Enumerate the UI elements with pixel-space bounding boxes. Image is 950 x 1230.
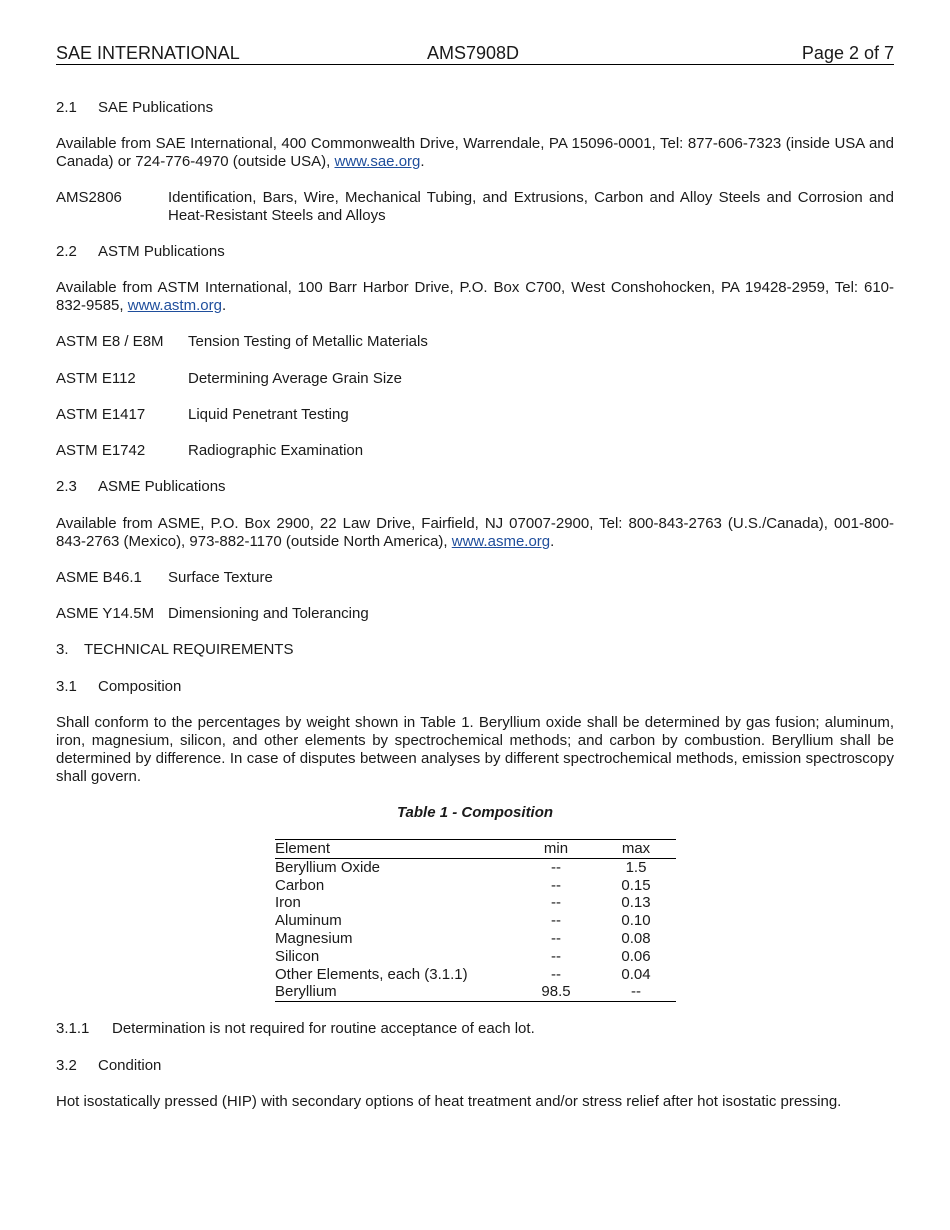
- table-row: [275, 858, 676, 876]
- cell-min: --: [551, 965, 561, 983]
- cell-min: --: [551, 929, 561, 947]
- header-org: SAE INTERNATIONAL: [56, 43, 240, 63]
- cell-element: Beryllium: [275, 983, 337, 1001]
- reference-description: Surface Texture: [168, 569, 273, 586]
- column-header-element: Element: [275, 840, 516, 859]
- cell-max: 0.04: [621, 965, 651, 983]
- cell-min: --: [551, 858, 561, 876]
- cell-element: Iron: [275, 894, 301, 912]
- reference-asme-b46: [56, 569, 894, 587]
- section-2-1-heading: [56, 99, 894, 117]
- availability-text: Available from SAE International, 400 Commonwealth Drive, Warrendale, PA 15096-0001, Tel: 877-606-7323 (inside USA and Canada) or 724-776-4970 (outside USA),: [56, 135, 894, 170]
- table-header-row: [275, 840, 676, 859]
- cell-max: 0.10: [621, 912, 651, 930]
- reference-astm-e8: [56, 333, 894, 351]
- section-number: 3.1.1: [56, 1020, 90, 1037]
- sae-link[interactable]: www.sae.org: [334, 153, 421, 170]
- astm-link[interactable]: www.astm.org: [127, 297, 222, 314]
- table-row: [275, 983, 676, 1001]
- section-number: 3.: [56, 641, 69, 658]
- cell-min: --: [551, 947, 561, 965]
- cell-element: Magnesium: [275, 929, 353, 947]
- cell-element: Beryllium Oxide: [275, 858, 381, 876]
- reference-code: ASME B46.1: [56, 569, 142, 586]
- section-2-1-availability: Available from SAE International, 400 Commonwealth Drive, Warrendale, PA 15096-0001, Tel: 877-606-7323 (inside USA and Canada) or 724-776-4970 (outside USA), www.sae.org.: [56, 135, 894, 170]
- reference-description: Dimensioning and Tolerancing: [168, 605, 369, 622]
- reference-description: Determining Average Grain Size: [188, 370, 402, 387]
- availability-text: Available from ASME, P.O. Box 2900, 22 Law Drive, Fairfield, NJ 07007-2900, Tel: 800-843-2763 (U.S./Canada), 001-800-843-2763 (Mexico), 973-882-1170 (outside North America),: [56, 515, 894, 550]
- section-number: 2.1: [56, 99, 77, 116]
- reference-astm-e1742: [56, 442, 894, 460]
- section-2-3-heading: [56, 478, 894, 496]
- cell-element: Aluminum: [275, 912, 342, 930]
- section-title: Condition: [98, 1057, 162, 1074]
- reference-code: ASTM E112: [56, 370, 136, 387]
- cell-min: --: [551, 894, 561, 912]
- section-title: SAE Publications: [98, 99, 214, 116]
- section-text: Determination is not required for routine acceptance of each lot.: [112, 1020, 535, 1037]
- reference-description: Identification, Bars, Wire, Mechanical Tubing, and Extrusions, Carbon and Alloy Steels and Corrosion and Heat-Resistant Steels and Alloys: [168, 189, 894, 224]
- header-page-number: Page 2 of 7: [801, 43, 894, 63]
- cell-max: 0.13: [621, 894, 651, 912]
- section-3-2-heading: [56, 1057, 894, 1075]
- cell-max: 0.06: [621, 947, 651, 965]
- column-header-min: min: [516, 840, 596, 859]
- asme-link[interactable]: www.asme.org: [451, 533, 551, 550]
- reference-ams2806: [56, 189, 894, 225]
- cell-max: 0.15: [621, 876, 651, 894]
- reference-code: AMS2806: [56, 189, 122, 206]
- table-row: [275, 894, 676, 912]
- section-number: 2.2: [56, 243, 77, 260]
- reference-code: ASME Y14.5M: [56, 605, 155, 622]
- section-2-3-availability: Available from ASME, P.O. Box 2900, 22 Law Drive, Fairfield, NJ 07007-2900, Tel: 800-843-2763 (U.S./Canada), 001-800-843-2763 (Mexico), 973-882-1170 (outside North America), www.asme.org.: [56, 515, 894, 550]
- section-title: Composition: [98, 678, 182, 695]
- reference-description: Radiographic Examination: [188, 442, 364, 459]
- page-header: [56, 43, 894, 65]
- table-row: [275, 912, 676, 930]
- section-number: 2.3: [56, 478, 77, 495]
- section-title: TECHNICAL REQUIREMENTS: [84, 641, 294, 658]
- section-3-1-1: [56, 1020, 894, 1038]
- table-row: [275, 948, 676, 966]
- table-caption: Table 1 - Composition: [396, 804, 554, 821]
- reference-description: Liquid Penetrant Testing: [188, 406, 349, 423]
- header-doc-number: AMS7908D: [427, 43, 520, 63]
- reference-asme-y14: [56, 605, 894, 623]
- table-row: [275, 966, 676, 984]
- cell-element: Carbon: [275, 876, 325, 894]
- cell-max: --: [631, 983, 641, 1001]
- section-title: ASTM Publications: [98, 243, 225, 260]
- reference-code: ASTM E1417: [56, 406, 146, 423]
- availability-text: Available from ASTM International, 100 Barr Harbor Drive, P.O. Box C700, West Conshohocken, PA 19428-2959, Tel: 610-832-9585,: [56, 279, 894, 314]
- section-number: 3.1: [56, 678, 77, 695]
- section-number: 3.2: [56, 1057, 77, 1074]
- reference-description: Tension Testing of Metallic Materials: [188, 333, 428, 350]
- table-row: [275, 877, 676, 895]
- reference-code: ASTM E8 / E8M: [56, 333, 164, 350]
- section-3-2-paragraph: Hot isostatically pressed (HIP) with secondary options of heat treatment and/or stress relief after hot isostatic pressing.: [56, 1093, 842, 1110]
- cell-min: 98.5: [541, 983, 571, 1001]
- section-title: ASME Publications: [98, 478, 226, 495]
- cell-max: 0.08: [621, 929, 651, 947]
- section-3-heading: [56, 641, 894, 659]
- cell-element: Other Elements, each (3.1.1): [275, 965, 468, 983]
- reference-code: ASTM E1742: [56, 442, 146, 459]
- reference-astm-e1417: [56, 406, 894, 424]
- section-3-1-heading: [56, 678, 894, 696]
- reference-astm-e112: [56, 370, 894, 388]
- cell-min: --: [551, 876, 561, 894]
- section-2-2-heading: [56, 243, 894, 261]
- cell-max: 1.5: [625, 858, 647, 876]
- table-row: [275, 930, 676, 948]
- column-header-max: max: [596, 840, 676, 859]
- section-2-2-availability: Available from ASTM International, 100 Barr Harbor Drive, P.O. Box C700, West Conshohocken, PA 19428-2959, Tel: 610-832-9585, www.astm.org.: [56, 279, 894, 314]
- composition-table: [275, 839, 676, 1002]
- cell-min: --: [551, 912, 561, 930]
- cell-element: Silicon: [275, 947, 320, 965]
- section-3-1-paragraph: Shall conform to the percentages by weight shown in Table 1. Beryllium oxide shall be determined by gas fusion; aluminum, iron, magnesium, silicon, and other elements by spectrochemical methods; and carbon by combustion. Beryllium shall be determined by difference. In case of disputes between analyses by different spectrochemical methods, emission spectroscopy shall govern.: [56, 714, 894, 785]
